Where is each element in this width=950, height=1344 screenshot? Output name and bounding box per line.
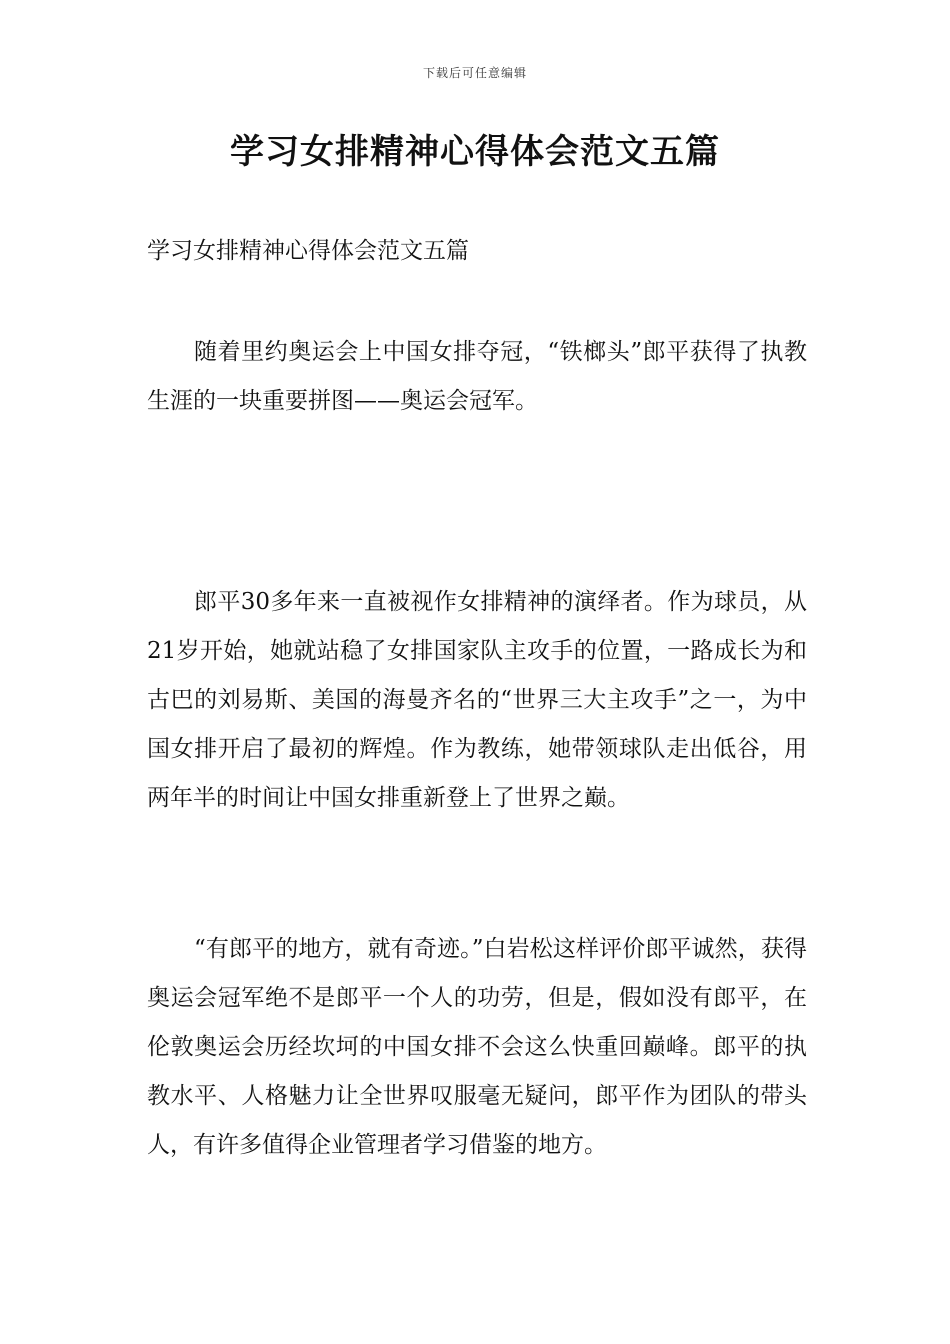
paragraph-2: 郎平30多年来一直被视作女排精神的演绎者。作为球员，从21岁开始，她就站稳了女排国家队主攻手的位置，一路成长为和古巴的刘易斯、美国的海曼齐名的“世界三大主攻手”之一，为中国女排开启了最初的辉煌。作为教练，她带领球队走出低谷，用两年半的时间让中国女排重新登上了世界之巅。 <box>147 589 807 811</box>
header-note: 下载后可任意编辑 <box>422 66 527 80</box>
paragraph-1: 随着里约奥运会上中国女排夺冠，“铁榔头”郎平获得了执教生涯的一块重要拼图——奥运会冠军。 <box>147 339 807 414</box>
document-subtitle: 学习女排精神心得体会范文五篇 <box>147 238 469 264</box>
paragraph-3: “有郎平的地方，就有奇迹。”白岩松这样评价郎平诚然，获得奥运会冠军绝不是郎平一个人的功劳，但是，假如没有郎平，在伦敦奥运会历经坎坷的中国女排不会这么快重回巅峰。郎平的执教水平、人格魅力让全世界叹服毫无疑问，郎平作为团队的带头人，有许多值得企业管理者学习借鉴的地方。 <box>147 936 807 1158</box>
document-title: 学习女排精神心得体会范文五篇 <box>230 132 720 172</box>
